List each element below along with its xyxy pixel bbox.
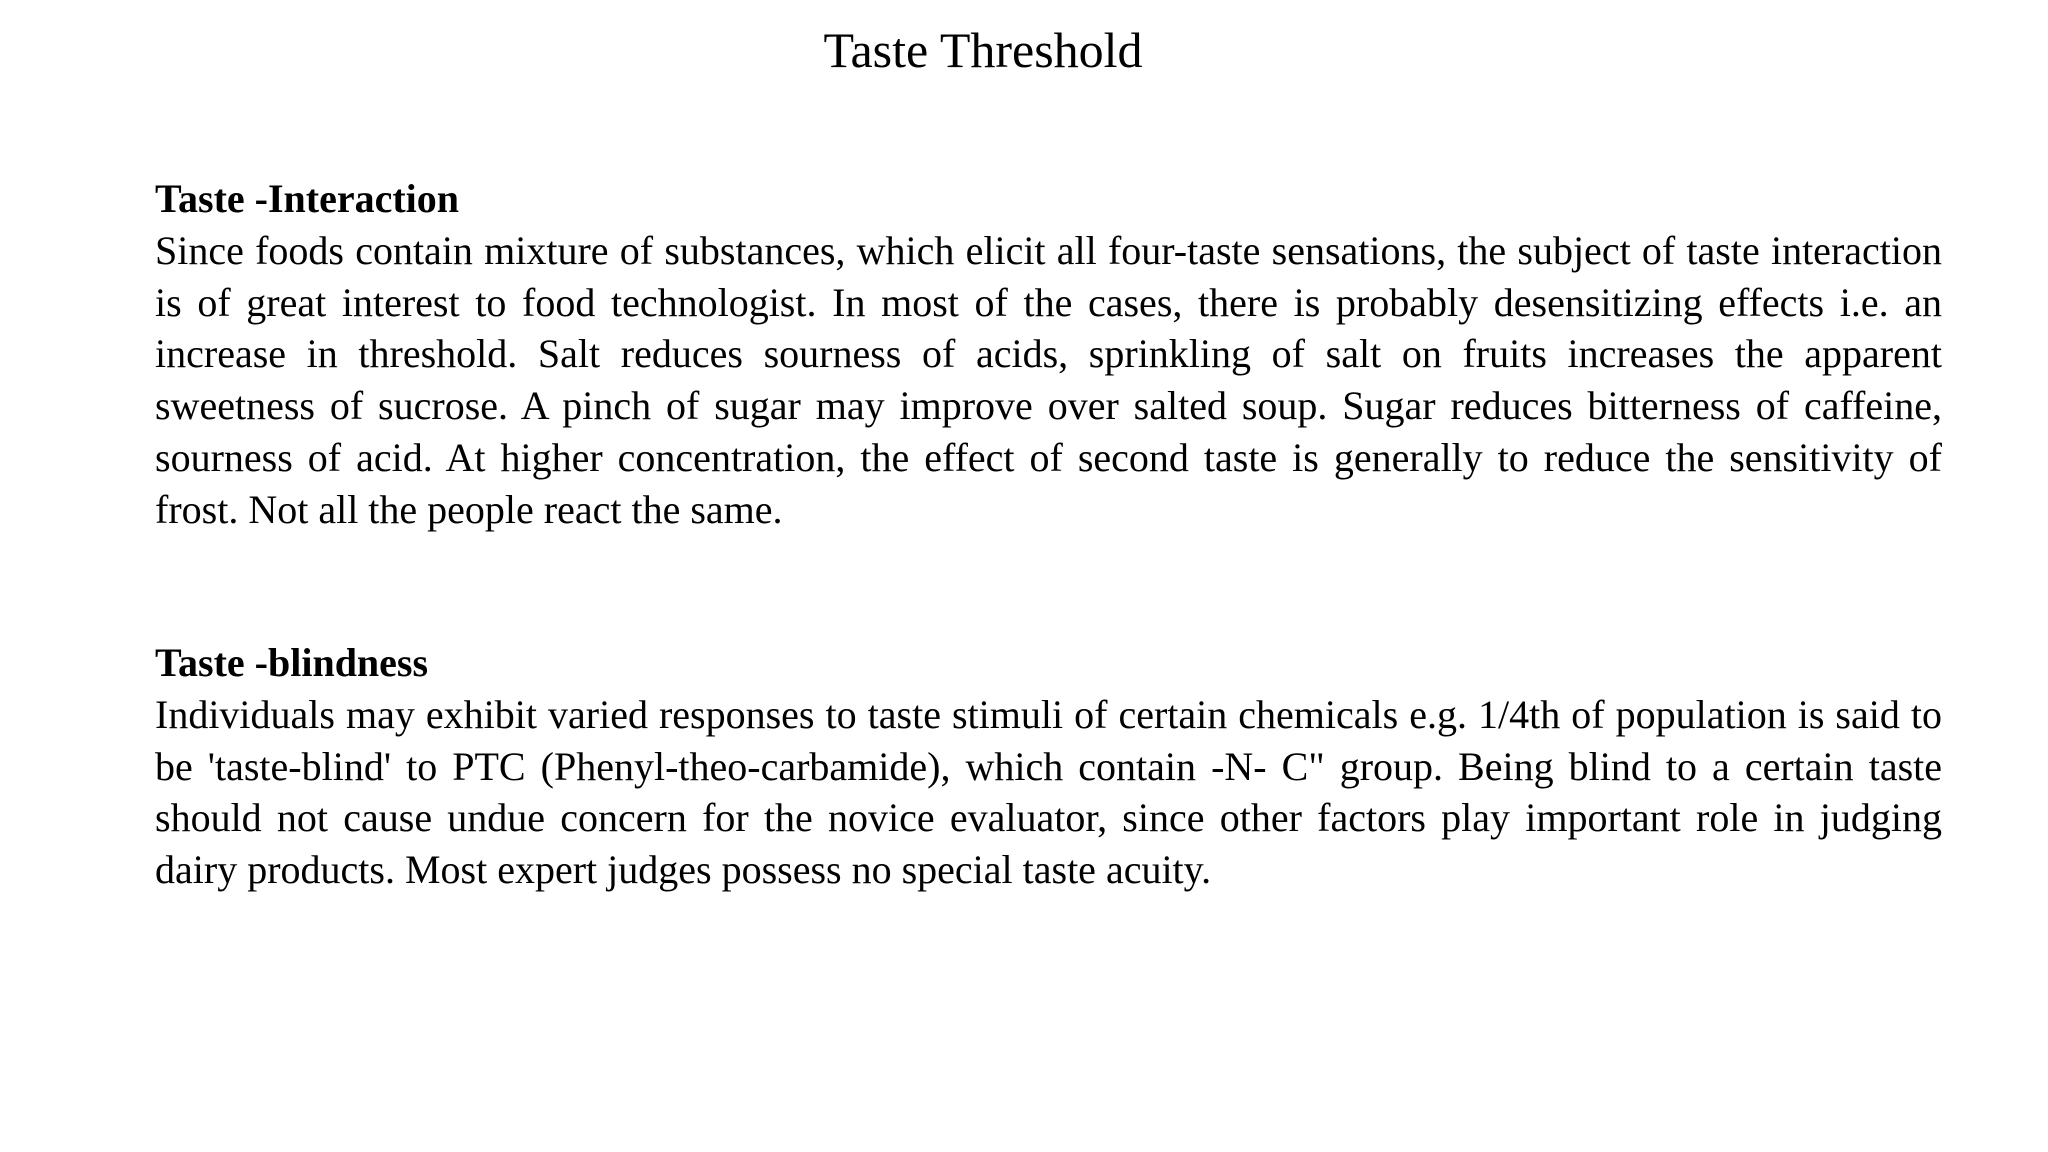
section-heading: Taste -blindness [155,640,429,685]
section-heading: Taste -Interaction [155,176,460,221]
section-taste-blindness [155,637,1942,896]
section-body: Since foods contain mixture of substances, which elicit all four-taste sensations, the subject of taste interaction is of great interest to food technologist. In most of the cases, there is probably desensitizing effects i.e. an increase in threshold. Salt reduces sourness of acids, sprinkling of salt on fruits increases the apparent sweetness of sucrose. A pinch of sugar may improve over salted soup. Sugar reduces bitterness of caffeine, sourness of acid. At higher concentration, the effect of second taste is generally to reduce the sensitivity of frost. Not all the people react the same. [155,228,1942,532]
section-taste-interaction [155,173,1942,535]
page-title: Taste Threshold [823,22,1143,78]
section-body: Individuals may exhibit varied responses to taste stimuli of certain chemicals e.g. 1/4th of population is said to be 'taste-blind' to PTC (Phenyl-theo-carbamide), which contain -N- C" group. Being blind to a certain taste should not cause undue concern for the novice evaluator, since other factors play important role in judging dairy products. Most expert judges possess no special taste acuity. [155,692,1942,893]
